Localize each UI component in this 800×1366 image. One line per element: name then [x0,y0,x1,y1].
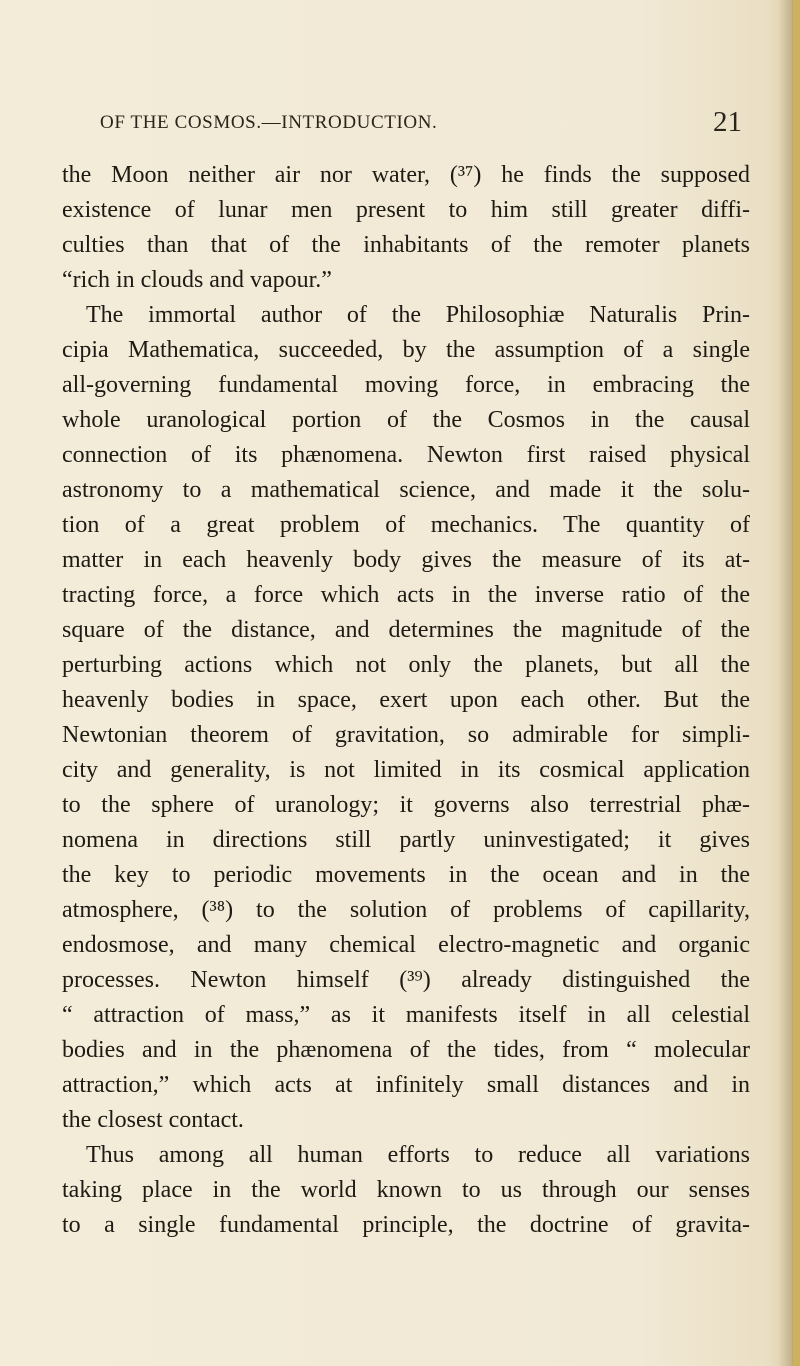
text-line: endosmose, and many chemical electro-magnetic and organic [62,932,750,958]
text-line: tracting force, a force which acts in the inverse ratio of the [62,582,750,608]
text-line: tion of a great problem of mechanics. The quantity of [62,512,750,538]
text-line: existence of lunar men present to him still greater diffi- [62,197,750,223]
text-line: “ attraction of mass,” as it manifests itself in all celestial [62,1002,750,1028]
text-line: Newtonian theorem of gravitation, so admirable for simpli- [62,722,750,748]
page-edge [793,0,800,1366]
text-line: to the sphere of uranology; it governs also terrestrial phæ- [62,792,750,818]
running-head: OF THE COSMOS.—INTRODUCTION. [100,112,438,133]
text-line: heavenly bodies in space, exert upon each other. But the [62,687,750,713]
text-line: nomena in directions still partly uninvestigated; it gives [62,827,750,853]
text-line: whole uranological portion of the Cosmos in the causal [62,407,750,433]
text-line: city and generality, is not limited in its cosmical application [62,757,750,783]
page-header [100,106,742,140]
text-line: the Moon neither air nor water, (³⁷) he finds the supposed [62,162,750,188]
text-line: to a single fundamental principle, the doctrine of gravita- [62,1212,750,1238]
text-line: matter in each heavenly body gives the measure of its at- [62,547,750,573]
text-line: processes. Newton himself (³⁹) already distinguished the [62,967,750,993]
text-line: “rich in clouds and vapour.” [62,267,332,293]
text-line: Thus among all human efforts to reduce all variations [86,1142,750,1168]
text-line: taking place in the world known to us through our senses [62,1177,750,1203]
text-line: perturbing actions which not only the planets, but all the [62,652,750,678]
text-line: culties than that of the inhabitants of the remoter planets [62,232,750,258]
text-line: attraction,” which acts at infinitely small distances and in [62,1072,750,1098]
text-line: square of the distance, and determines the magnitude of the [62,617,750,643]
text-line: The immortal author of the Philosophiæ Naturalis Prin- [86,302,750,328]
body-text [62,158,750,1243]
text-line: astronomy to a mathematical science, and made it the solu- [62,477,750,503]
text-line: bodies and in the phænomena of the tides, from “ molecular [62,1037,750,1063]
text-line: connection of its phænomena. Newton first raised physical [62,442,750,468]
page-number: 21 [713,106,742,138]
text-line: the key to periodic movements in the ocean and in the [62,862,750,888]
text-line: atmosphere, (³⁸) to the solution of problems of capillarity, [62,897,750,923]
text-line: the closest contact. [62,1107,244,1133]
text-line: all-governing fundamental moving force, in embracing the [62,372,750,398]
text-line: cipia Mathematica, succeeded, by the assumption of a single [62,337,750,363]
